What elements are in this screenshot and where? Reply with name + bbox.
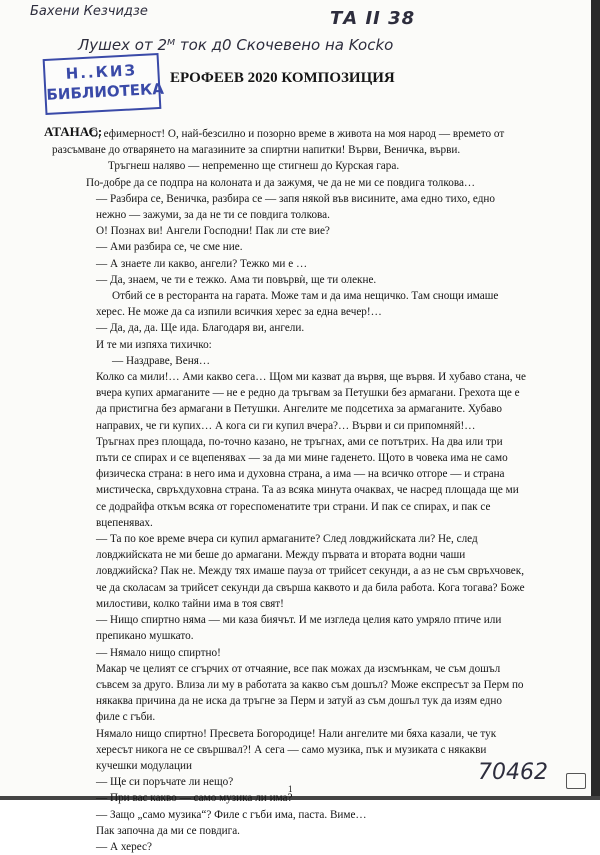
paragraph: — Ще си поръчате ли нещо?	[96, 776, 234, 789]
paragraph: — Ами разбира се, че сме ние.	[96, 241, 243, 254]
paragraph: Тръгнеш наляво — непременно ще стигнеш до Курская гара.	[108, 160, 400, 173]
handwritten-note: Лушех от 2ᴹ ток д0 Скочевено на Kocko	[78, 36, 394, 54]
paragraph: — Да, да, да. Ще ида. Благодаря ви, ангели.	[96, 322, 305, 335]
scan-edge-right	[591, 0, 600, 800]
paragraph: Пак започна да ми се повдига.	[96, 824, 240, 837]
paragraph: Нямало нищо спиртно! Пресвета Богородице! Нали ангелите ми бяха казали, че тук хересът никога не се свършвал?! А сега — само музика, пък и музиката с някакви кучешки модулации	[96, 727, 497, 772]
handwritten-number: 70462	[478, 760, 548, 785]
document-title: ЕРОФЕЕВ 2020 КОМПОЗИЦИЯ	[170, 70, 395, 86]
paragraph: Макар че целият се сгърчих от отчаяние, все пак можах да изсмънкам, че съм дошъл съвсем за друго. Влиза ли му в работата за какво съм дошъл? Може експресът за Перм по някаква причина да не иска да тръгне за Перм и затуй аз съм дошъл тук да изям едно филе с гъби.	[96, 662, 524, 724]
paragraph: разсъмване до отварянето на магазините за спиртни напитки! Върви, Веничка, върви.	[52, 144, 461, 157]
speaker-label: АТАНАС:	[44, 124, 103, 139]
handwritten-top-left: Бахени Кезчидзе	[30, 4, 148, 19]
paragraph: — Да, знаем, че ти е тежко. Ама ти повървѝ, ще ти олекне.	[96, 273, 377, 286]
paragraph: — А знаете ли какво, ангели? Тежко ми е …	[96, 257, 308, 270]
stamp-line-1: Н..КИЗ	[65, 61, 138, 83]
library-stamp	[43, 53, 165, 115]
paragraph: О! Познах ви! Ангели Господни! Пак ли сте вие?	[96, 225, 330, 238]
paragraph: — Нищо спиртно няма — ми каза биячът. И ме изгледа целия като умряло птиче или препикано мушкато.	[96, 614, 502, 643]
paragraph: — При вас какво — само музика ли има?	[96, 792, 293, 805]
paragraph: — Нямало нищо спиртно!	[96, 646, 221, 659]
paragraph: О, ефимерност! О, най-безсилно и позорно време в живота на моя народ — времето от	[90, 128, 505, 140]
paragraph: — А херес?	[96, 840, 152, 853]
paragraph: — Разбира се, Веничка, разбира се — запя някой във висините, ама едно тихо, едно нежно — зажуми, за да не ти се повдига толкова.	[96, 192, 496, 222]
paragraph: Колко са мили!… Ами какво сега… Щом ми казват да вървя, ще вървя. И хубаво стана, че вчера купих армаганите — не е редно да тръгвам за Петушки без армагани. Грехота ще е да пристигна без армагани в Петушки. Ангелите ме подсетиха за армаганите. Хубаво направих, че ги купих… А кога си ги купил вчера?… Върви и си припомняй!…	[96, 371, 526, 432]
stamp-line-2: БИБЛИОТЕКА	[46, 79, 165, 104]
small-seal	[566, 773, 586, 789]
paragraph: Тръгнах през площада, по-точно казано, не тръгнах, ами се потътрих. На два или три пъти се спирах и се вцепенявах — за да ми мине гаденето. Щото в човека има не само физическа страна: в него има и духовна страна, а има — на всичко отгоре — и страна мистическа, свръхдуховна страна. Та аз всяка минута очаквах, че насред площада ще ми се додрайфа откъм всяка от гореспоменатите три страни. И пак се спирах, и пак се вцепенявах.	[96, 435, 519, 529]
paragraph: По-добре да се подпра на колоната и да зажумя, че да не ми се повдига толкова…	[86, 176, 476, 189]
paragraph: И те ми изпяха тихичко:	[96, 338, 212, 351]
paragraph: Отбий се в ресторанта на гарата. Може там и да има нещичко. Там снощи имаше херес. Не може да са изпили всичкия херес за една вечер!…	[96, 290, 499, 319]
handwritten-code: ТА II 38	[330, 8, 416, 29]
page-number: 1	[288, 784, 293, 794]
paragraph: — Защо „само музика“? Филе с гъби има, паста. Виме…	[96, 808, 367, 821]
paragraph: — Та по кое време вчера си купил армаганите? След ловджийската ли? Не, след ловджийската не ми беше до армагани. Между първата и втората водни чаши ловджийска? Пак не. Между тях имаше пауза от трийсет секунди, а аз не съм свръхчовек, че да сколасам за трийсет секунди да свърша каквото и да била работа. Кога тогава? Боже милостиви, колко тайни има в тоя свят!	[96, 533, 525, 610]
paragraph: — Наздраве, Веня…	[112, 354, 211, 367]
